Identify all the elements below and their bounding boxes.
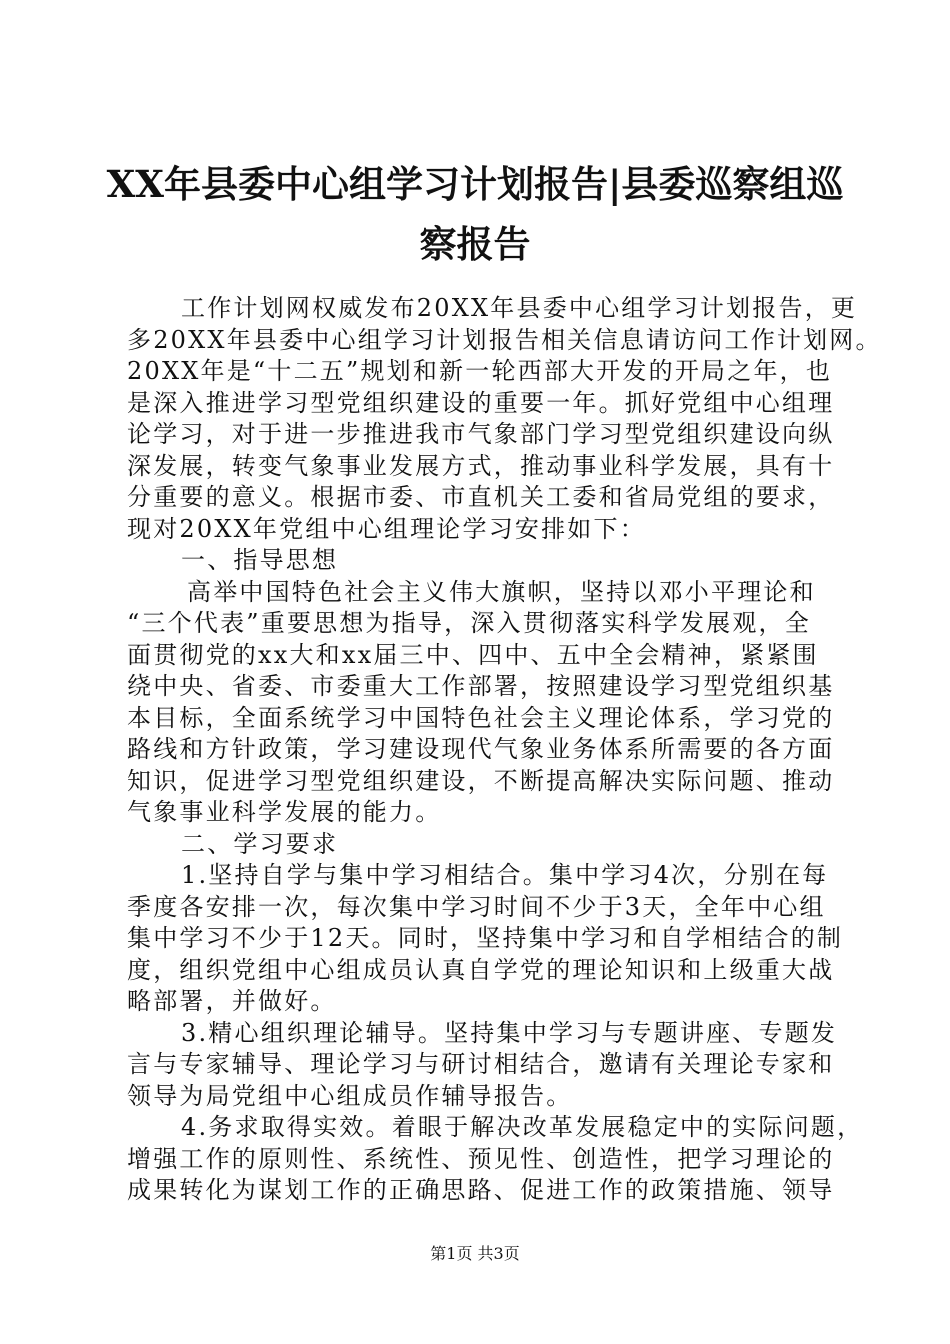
- body-line: 工作计划网权威发布20XX年县委中心组学习计划报告，更: [181, 294, 858, 322]
- body-line: 略部署，并做好。: [127, 987, 337, 1015]
- body-line: 绕中央、省委、市委重大工作部署，按照建设学习型党组织基: [127, 672, 835, 700]
- body-line: 增强工作的原则性、系统性、预见性、创造性，把学习理论的: [127, 1144, 835, 1173]
- body-line: 4.务求取得实效。着眼于解决改革发展稳定中的实际问题，: [181, 1113, 864, 1141]
- body-line: 集中学习不少于12天。同时，坚持集中学习和自学相结合的制: [127, 924, 844, 952]
- body-line: 言与专家辅导、理论学习与研讨相结合，邀请有关理论专家和: [127, 1050, 835, 1078]
- section-heading: 一、指导思想: [181, 546, 339, 574]
- body-line: 1.坚持自学与集中学习相结合。集中学习4次，分别在每: [181, 861, 829, 889]
- body-line: 高举中国特色社会主义伟大旗帜，坚持以邓小平理论和: [187, 577, 816, 606]
- body-line: 论学习，对于进一步推进我市气象部门学习型党组织建设向纵: [127, 420, 835, 448]
- body-line: 本目标，全面系统学习中国特色社会主义理论体系，学习党的: [127, 703, 835, 732]
- body-line: 气象事业科学发展的能力。: [127, 798, 442, 826]
- body-line: 分重要的意义。根据市委、市直机关工委和省局党组的要求，: [127, 483, 835, 511]
- body-line: 多20XX年县委中心组学习计划报告相关信息请访问工作计划网。: [127, 325, 882, 354]
- body-line: 3.精心组织理论辅导。坚持集中学习与专题讲座、专题发: [181, 1018, 838, 1047]
- body-line: 20XX年是“十二五”规划和新一轮西部大开发的开局之年，也: [127, 357, 833, 385]
- body-line: 是深入推进学习型党组织建设的重要一年。抓好党组中心组理: [127, 388, 835, 417]
- body-line: 领导为局党组中心组成员作辅导报告。: [127, 1081, 573, 1110]
- body-line: 面贯彻党的xx大和xx届三中、四中、五中全会精神，紧紧围: [127, 640, 819, 669]
- body-line: 季度各安排一次，每次集中学习时间不少于3天，全年中心组: [127, 892, 826, 921]
- body-line: 度，组织党组中心组成员认真自学党的理论知识和上级重大战: [127, 955, 835, 984]
- body-line: “三个代表”重要思想为指导，深入贯彻落实科学发展观，全: [127, 609, 811, 637]
- body-line: 深发展，转变气象事业发展方式，推动事业科学发展，具有十: [127, 451, 835, 480]
- document-title-line-1: XX年县委中心组学习计划报告|县委巡察组巡: [106, 162, 844, 206]
- document-title-line-2: 察报告: [419, 222, 531, 266]
- body-line: 成果转化为谋划工作的正确思路、促进工作的政策措施、领导: [127, 1176, 835, 1204]
- body-line: 路线和方针政策，学习建设现代气象业务体系所需要的各方面: [127, 735, 835, 763]
- page-number-footer: 第1页 共3页: [430, 1244, 520, 1263]
- body-line: 现对20XX年党组中心组理论学习安排如下：: [127, 514, 646, 543]
- body-line: 知识，促进学习型党组织建设，不断提高解决实际问题、推动: [127, 766, 835, 795]
- document-body: [127, 293, 882, 1207]
- section-heading: 二、学习要求: [181, 829, 339, 858]
